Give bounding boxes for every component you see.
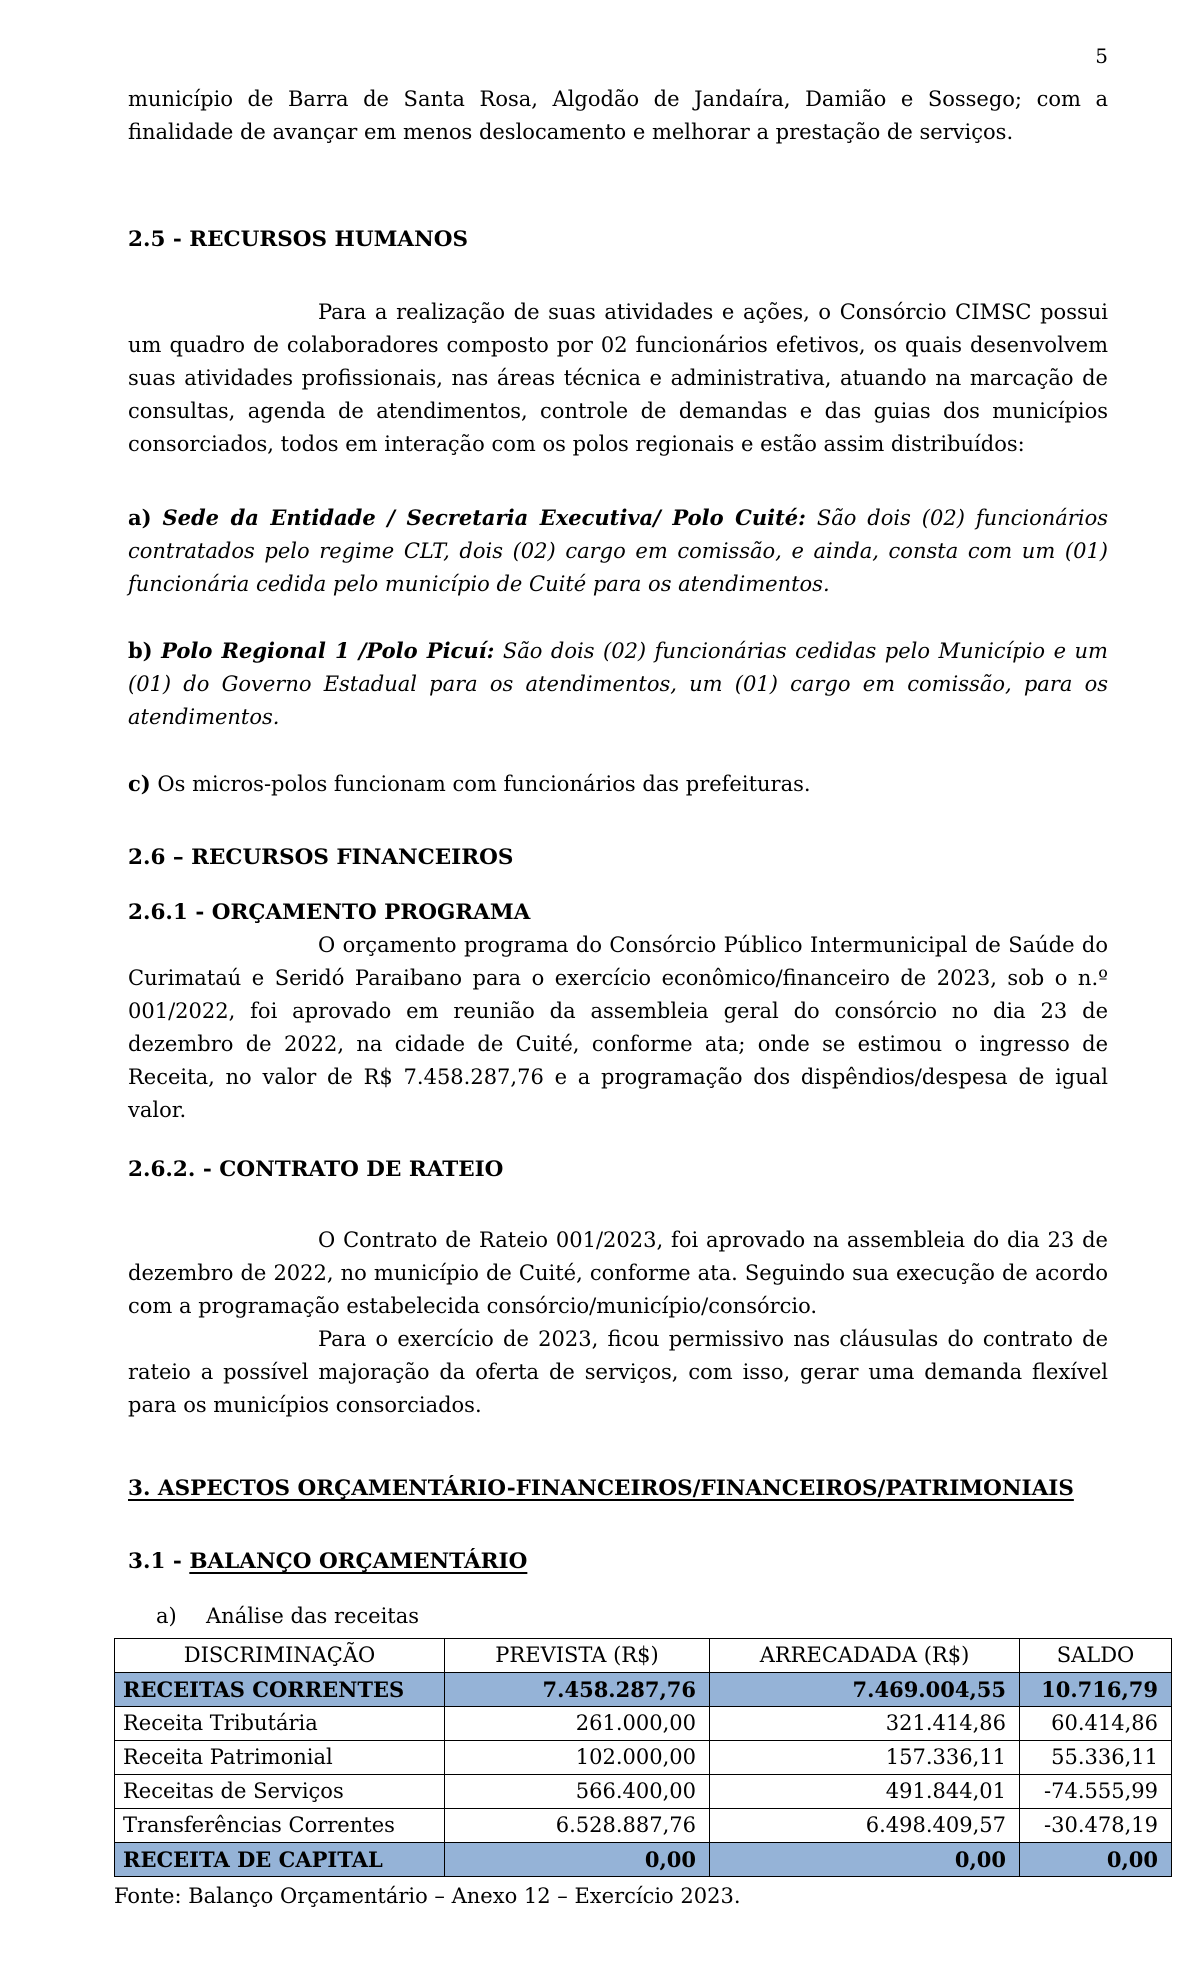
paragraph-orcamento-programa: O orçamento programa do Consórcio Público Intermunicipal de Saúde do Curimataú e Seridó Paraibano para o exercício econômico/financeiro de 2023, sob o n.º 001/2022, foi aprovado em reunião da assembleia geral do consórcio no dia 23 de dezembro de 2022, na cidade de Cuité, conforme ata; onde se estimou o ingresso de Receita, no valor de R$ 7.458.287,76 e a programação dos dispêndios/despesa de igual valor.: [128, 933, 1108, 1122]
staff-item-b-text: São dois (02) funcionárias cedidas pelo Município e um (01) do Governo Estadual para os atendimentos, um (01) cargo em comissão, para os atendimentos.: [128, 639, 1108, 729]
cell-label: Receitas de Serviços: [115, 1775, 445, 1809]
cell-arrecadada: 321.414,86: [710, 1707, 1020, 1741]
staff-item-c-text: Os micros-polos funcionam com funcionários das prefeituras.: [157, 772, 811, 796]
cell-prevista: 6.528.887,76: [445, 1809, 710, 1843]
receitas-list-label: a): [156, 1604, 177, 1628]
col-header-arrecadada: ARRECADADA (R$): [710, 1639, 1020, 1673]
cell-prevista: 261.000,00: [445, 1707, 710, 1741]
paragraph-contrato-rateio-2: Para o exercício de 2023, ficou permissivo nas cláusulas do contrato de rateio a possível majoração da oferta de serviços, com isso, gerar uma demanda flexível para os municípios consorciados.: [128, 1327, 1108, 1417]
receitas-list-text: Análise das receitas: [206, 1604, 420, 1628]
section-heading-3-1: [128, 1545, 1108, 1578]
cell-arrecadada: 157.336,11: [710, 1741, 1020, 1775]
section-heading-2-6-2: 2.6.2. - CONTRATO DE RATEIO: [128, 1157, 504, 1182]
section-heading-2-5: 2.5 - RECURSOS HUMANOS: [128, 227, 469, 252]
staff-item-a: [128, 501, 1108, 601]
paragraph-contrato-rateio-1: O Contrato de Rateio 001/2023, foi aprovado na assembleia do dia 23 de dezembro de 2022, no município de Cuité, conforme ata. Seguindo sua execução de acordo com a programação estabelecida consórcio/município/consórcio.: [128, 1228, 1108, 1318]
staff-item-b-title: Polo Regional 1 /Polo Picuí:: [161, 638, 495, 663]
cell-saldo: 55.336,11: [1020, 1741, 1172, 1775]
source-note: Fonte: Balanço Orçamentário – Anexo 12 – Exercício 2023.: [114, 1884, 741, 1908]
section-heading-3: [128, 1472, 1108, 1505]
cell-saldo: 0,00: [1020, 1843, 1172, 1877]
section-heading-3-1-title: BALANÇO ORÇAMENTÁRIO: [189, 1549, 528, 1574]
cell-saldo: -74.555,99: [1020, 1775, 1172, 1809]
section-heading-3-1-prefix: 3.1 -: [128, 1549, 190, 1574]
table-row-receitas-correntes: [115, 1673, 1172, 1707]
staff-item-b: [128, 634, 1108, 734]
staff-item-c: [128, 767, 1108, 801]
cell-arrecadada: 6.498.409,57: [710, 1809, 1020, 1843]
section-heading-2-6: 2.6 – RECURSOS FINANCEIROS: [128, 845, 514, 870]
col-header-saldo: SALDO: [1020, 1639, 1172, 1673]
cell-prevista: 102.000,00: [445, 1741, 710, 1775]
cell-label: Transferências Correntes: [115, 1809, 445, 1843]
cell-label: Receita Patrimonial: [115, 1741, 445, 1775]
cell-prevista: 566.400,00: [445, 1775, 710, 1809]
staff-item-a-title: Sede da Entidade / Secretaria Executiva/ Polo Cuité:: [162, 505, 806, 530]
cell-saldo: 10.716,79: [1020, 1673, 1172, 1707]
col-header-prevista: PREVISTA (R$): [445, 1639, 710, 1673]
table-row-receita-capital: [115, 1843, 1172, 1877]
section-heading-2-6-1: 2.6.1 - ORÇAMENTO PROGRAMA: [128, 900, 531, 925]
section-heading-3-text: 3. ASPECTOS ORÇAMENTÁRIO-FINANCEIROS/FINANCEIROS/PATRIMONIAIS: [128, 1476, 1074, 1501]
intro-paragraph: município de Barra de Santa Rosa, Algodão de Jandaíra, Damião e Sossego; com a finalidade de avançar em menos deslocamento e melhorar a prestação de serviços.: [128, 87, 1108, 144]
cell-label: RECEITA DE CAPITAL: [115, 1843, 445, 1877]
paragraph-recursos-humanos: Para a realização de suas atividades e ações, o Consórcio CIMSC possui um quadro de colaboradores composto por 02 funcionários efetivos, os quais desenvolvem suas atividades profissionais, nas áreas técnica e administrativa, atuando na marcação de consultas, agenda de atendimentos, controle de demandas e das guias dos municípios consorciados, todos em interação com os polos regionais e estão assim distribuídos:: [128, 300, 1108, 456]
table-header-row: [115, 1639, 1172, 1673]
cell-arrecadada: 491.844,01: [710, 1775, 1020, 1809]
cell-arrecadada: 0,00: [710, 1843, 1020, 1877]
staff-item-a-label: a): [128, 505, 152, 530]
table-row-receitas-servicos: [115, 1775, 1172, 1809]
staff-item-c-label: c): [128, 771, 151, 796]
cell-arrecadada: 7.469.004,55: [710, 1673, 1020, 1707]
table-row-receita-patrimonial: [115, 1741, 1172, 1775]
budget-table: [114, 1638, 1172, 1877]
cell-prevista: 0,00: [445, 1843, 710, 1877]
staff-item-a-text: São dois (02) funcionários contratados pelo regime CLT, dois (02) cargo em comissão, e ainda, consta com um (01) funcionária cedida pelo município de Cuité para os atendimentos.: [128, 506, 1108, 596]
table-row-transferencias-correntes: [115, 1809, 1172, 1843]
cell-prevista: 7.458.287,76: [445, 1673, 710, 1707]
col-header-discriminacao: DISCRIMINAÇÃO: [115, 1639, 445, 1673]
cell-saldo: 60.414,86: [1020, 1707, 1172, 1741]
receitas-list-item: [128, 1600, 1108, 1633]
table-row-receita-tributaria: [115, 1707, 1172, 1741]
staff-item-b-label: b): [128, 638, 153, 663]
cell-saldo: -30.478,19: [1020, 1809, 1172, 1843]
page-number: 5: [1095, 44, 1108, 68]
cell-label: Receita Tributária: [115, 1707, 445, 1741]
cell-label: RECEITAS CORRENTES: [115, 1673, 445, 1707]
